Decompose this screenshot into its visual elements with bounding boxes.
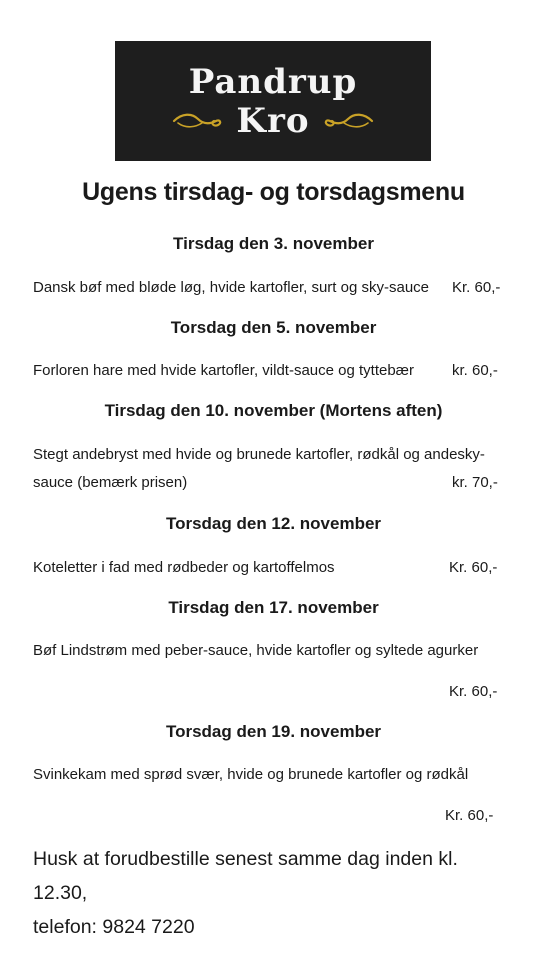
pandrup-kro-logo (115, 41, 431, 161)
logo-text-pandrup: Pandrup (188, 62, 358, 102)
order-notice-phone: telefon: 9824 7220 (33, 916, 195, 938)
dish-text: Dansk bøf med bløde løg, hvide kartofler, surt og sky-sauce (33, 279, 429, 296)
day-heading: Tirsdag den 17. november (168, 598, 379, 617)
menu-title: Ugens tirsdag- og torsdagsmenu (82, 178, 465, 206)
logo-row-kro (172, 103, 373, 139)
day-heading: Torsdag den 5. november (170, 318, 377, 337)
dish-text: Stegt andebryst med hvide og brunede kartofler, rødkål og andesky- (33, 446, 485, 463)
dish-text: Bøf Lindstrøm med peber-sauce, hvide kartofler og syltede agurker (33, 642, 479, 659)
dish-text: Forloren hare med hvide kartofler, vildt-sauce og tyttebær (33, 362, 415, 379)
dish-text: Svinkekam med sprød svær, hvide og brunede kartofler og rødkål (33, 766, 469, 783)
left-flourish-icon (172, 111, 228, 131)
dish-text: Koteletter i fad med rødbeder og kartoffelmos (33, 559, 335, 576)
right-flourish-icon (318, 111, 374, 131)
dish-price: Kr. 60,- (445, 807, 494, 824)
dish-text-continued: sauce (bemærk prisen) (33, 474, 188, 491)
order-notice (33, 842, 513, 944)
day-heading: Tirsdag den 10. november (Mortens aften) (104, 401, 443, 420)
dish-price: Kr. 60,- (449, 683, 498, 700)
day-heading: Torsdag den 19. november (165, 722, 382, 741)
order-notice-line1: Husk at forudbestille senest samme dag inden kl. 12.30, (33, 848, 458, 904)
dish-price: Kr. 60,- (452, 279, 501, 296)
dish-price: Kr. 60,- (449, 559, 498, 576)
day-heading: Torsdag den 12. november (165, 514, 382, 533)
dish-price: kr. 60,- (452, 362, 498, 379)
logo-text-kro: Kro (236, 101, 310, 141)
day-heading: Tirsdag den 3. november (173, 234, 374, 253)
dish-price: kr. 70,- (452, 474, 498, 491)
